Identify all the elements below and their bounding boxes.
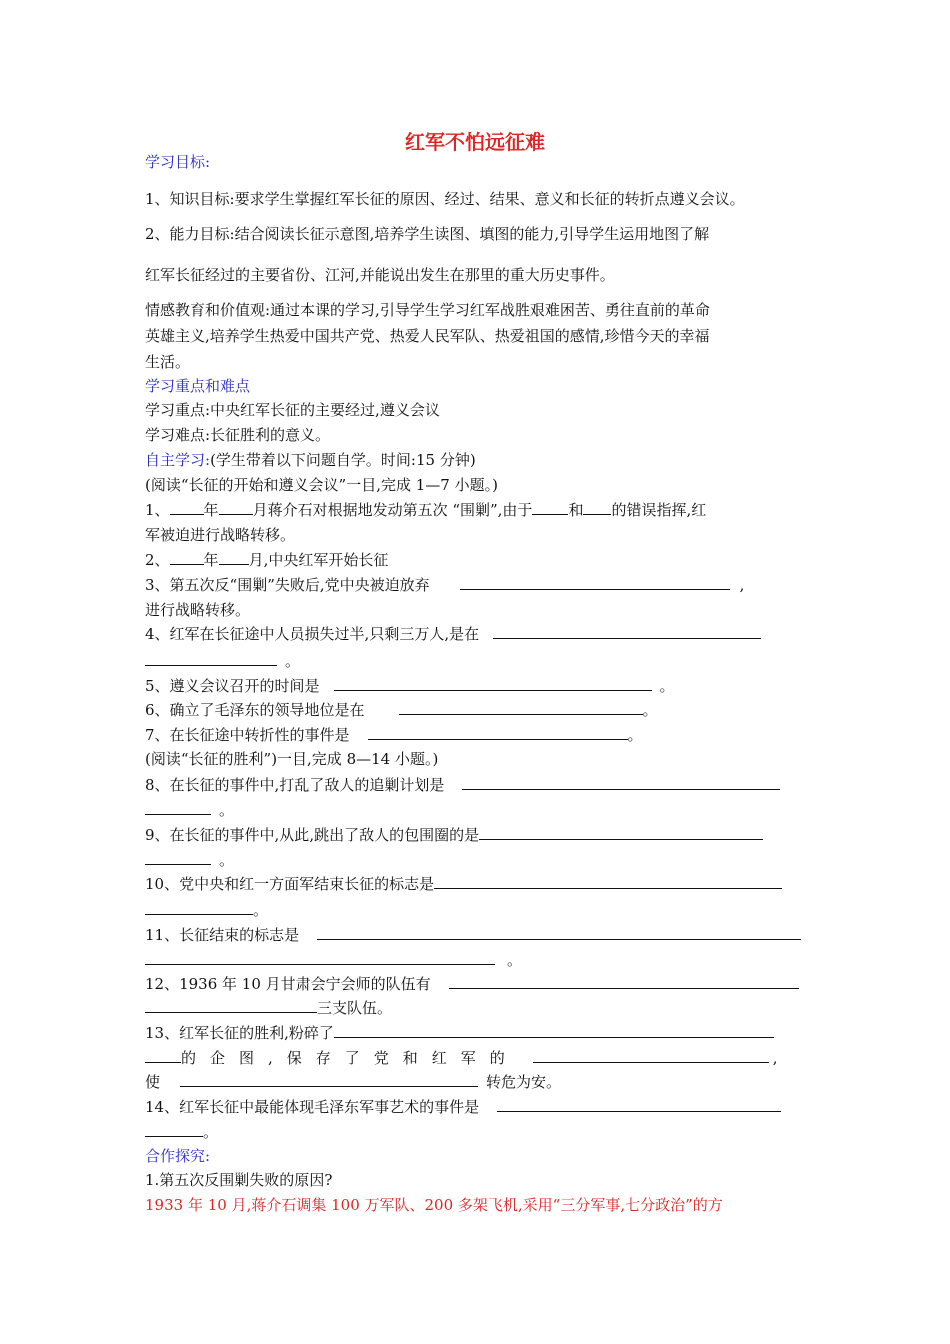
goal-emotion-line2: 英雄主义,培养学生热爱中国共产党、热爱人民军队、热爱祖国的感情,珍惜今天的幸福 — [145, 327, 710, 345]
blank-10b[interactable] — [145, 900, 253, 915]
question-11-line2: 。 — [145, 950, 522, 970]
question-10-line2: 。 — [145, 900, 268, 920]
question-13-line3: 使 转危为安。 — [145, 1073, 562, 1091]
blank-2-month[interactable] — [219, 550, 249, 565]
page-title: 红军不怕远征难 — [405, 130, 545, 154]
blank-9a[interactable] — [479, 825, 763, 840]
goal-ability-line1: 2、能力目标:结合阅读长征示意图,培养学生读图、填图的能力,引导学生运用地图了解 — [145, 225, 710, 243]
blank-6[interactable] — [399, 700, 643, 715]
question-1-line1: 1、 年 月蒋介石对根据地发动第五次 “围剿”,由于 和 的错误指挥,红 — [145, 501, 707, 519]
blank-2-year[interactable] — [170, 550, 204, 565]
blank-1-month[interactable] — [219, 500, 253, 515]
blank-8b[interactable] — [145, 800, 211, 815]
goal-emotion-line3: 生活。 — [145, 353, 191, 371]
blank-13d[interactable] — [180, 1072, 478, 1087]
difficult-point: 学习难点:长征胜利的意义。 — [145, 426, 331, 444]
blank-12a[interactable] — [449, 974, 799, 989]
goal-knowledge: 1、知识目标:要求学生掌握红军长征的原因、经过、结果、意义和长征的转折点遵义会议。 — [145, 190, 745, 208]
blank-5[interactable] — [334, 676, 652, 691]
question-8-line1: 8、在长征的事件中,打乱了敌人的追剿计划是 — [145, 775, 780, 795]
question-5: 5、遵义会议召开的时间是 。 — [145, 677, 675, 695]
question-10-line1: 10、党中央和红一方面军结束长征的标志是 — [145, 874, 782, 894]
reading-instruction-1: (阅读“长征的开始和遵义会议”一目,完成 1—7 小题。) — [145, 476, 498, 494]
question-6: 6、确立了毛泽东的领导地位是在 。 — [145, 701, 658, 719]
question-3-line2: 进行战略转移。 — [145, 601, 251, 619]
question-9-line2: 。 — [145, 850, 234, 870]
blank-14b[interactable] — [145, 1122, 203, 1137]
reading-instruction-2: (阅读“长征的胜利”)一目,完成 8—14 小题。) — [145, 750, 439, 768]
coop-heading: 合作探究: — [145, 1147, 211, 1165]
question-8-line2: 。 — [145, 800, 234, 820]
blank-10a[interactable] — [434, 874, 782, 889]
blank-1-a[interactable] — [532, 500, 568, 515]
key-point: 学习重点:中央红军长征的主要经过,遵义会议 — [145, 401, 440, 419]
blank-7[interactable] — [368, 725, 628, 740]
blank-4a[interactable] — [493, 624, 761, 639]
goal-ability-line2: 红军长征经过的主要省份、江河,并能说出发生在那里的重大历史事件。 — [145, 266, 615, 284]
question-14-line2: 。 — [145, 1122, 218, 1142]
blank-13c[interactable] — [533, 1048, 769, 1063]
question-14-line1: 14、红军长征中最能体现毛泽东军事艺术的事件是 — [145, 1097, 781, 1117]
question-9-line1: 9、在长征的事件中,从此,跳出了敌人的包围圈的是 — [145, 825, 763, 845]
coop-question-1: 1.第五次反围剿失败的原因? — [145, 1171, 333, 1189]
question-1-line2: 军被迫进行战略转移。 — [145, 526, 296, 544]
blank-12b[interactable] — [145, 998, 317, 1013]
self-study-note: (学生带着以下问题自学。时间:15 分钟) — [210, 451, 476, 469]
question-4-line1: 4、红军在长征途中人员损失过半,只剩三万人,是在 — [145, 624, 761, 644]
question-2: 2、 年 月,中央红军开始长征 — [145, 551, 389, 569]
question-12-line2: 三支队伍。 — [145, 998, 392, 1018]
question-13-line1: 13、红军长征的胜利,粉碎了 — [145, 1023, 774, 1043]
question-12-line1: 12、1936 年 10 月甘肃会宁会师的队伍有 — [145, 974, 799, 994]
blank-13b[interactable] — [145, 1048, 181, 1063]
goals-heading: 学习目标: — [145, 153, 211, 171]
blank-3[interactable] — [460, 575, 730, 590]
blank-1-year[interactable] — [170, 500, 204, 515]
question-11-line1: 11、长征结束的标志是 — [145, 925, 801, 945]
blank-13a[interactable] — [334, 1023, 774, 1038]
blank-11b[interactable] — [145, 950, 495, 965]
keypoints-heading: 学习重点和难点 — [145, 377, 251, 395]
question-13-line2: 的企图,保存了党和红军的 , — [145, 1048, 778, 1068]
self-study-heading: 自主学习: — [145, 451, 211, 469]
blank-8a[interactable] — [462, 775, 780, 790]
blank-9b[interactable] — [145, 850, 211, 865]
coop-answer-1: 1933 年 10 月,蒋介石调集 100 万军队、200 多架飞机,采用“三分军事,七分政治”的方 — [145, 1196, 723, 1214]
self-study-line — [145, 450, 476, 470]
goal-emotion-line1: 情感教育和价值观:通过本课的学习,引导学生学习红军战胜艰难困苦、勇往直前的革命 — [145, 301, 710, 319]
blank-11a[interactable] — [317, 925, 801, 940]
question-7: 7、在长征途中转折性的事件是 。 — [145, 726, 643, 744]
blank-1-b[interactable] — [583, 500, 611, 515]
blank-14a[interactable] — [497, 1097, 781, 1112]
question-4-line2: 。 — [145, 651, 300, 671]
question-3-line1: 3、第五次反“围剿”失败后,党中央被迫放弃 , — [145, 576, 745, 594]
blank-4b[interactable] — [145, 651, 277, 666]
